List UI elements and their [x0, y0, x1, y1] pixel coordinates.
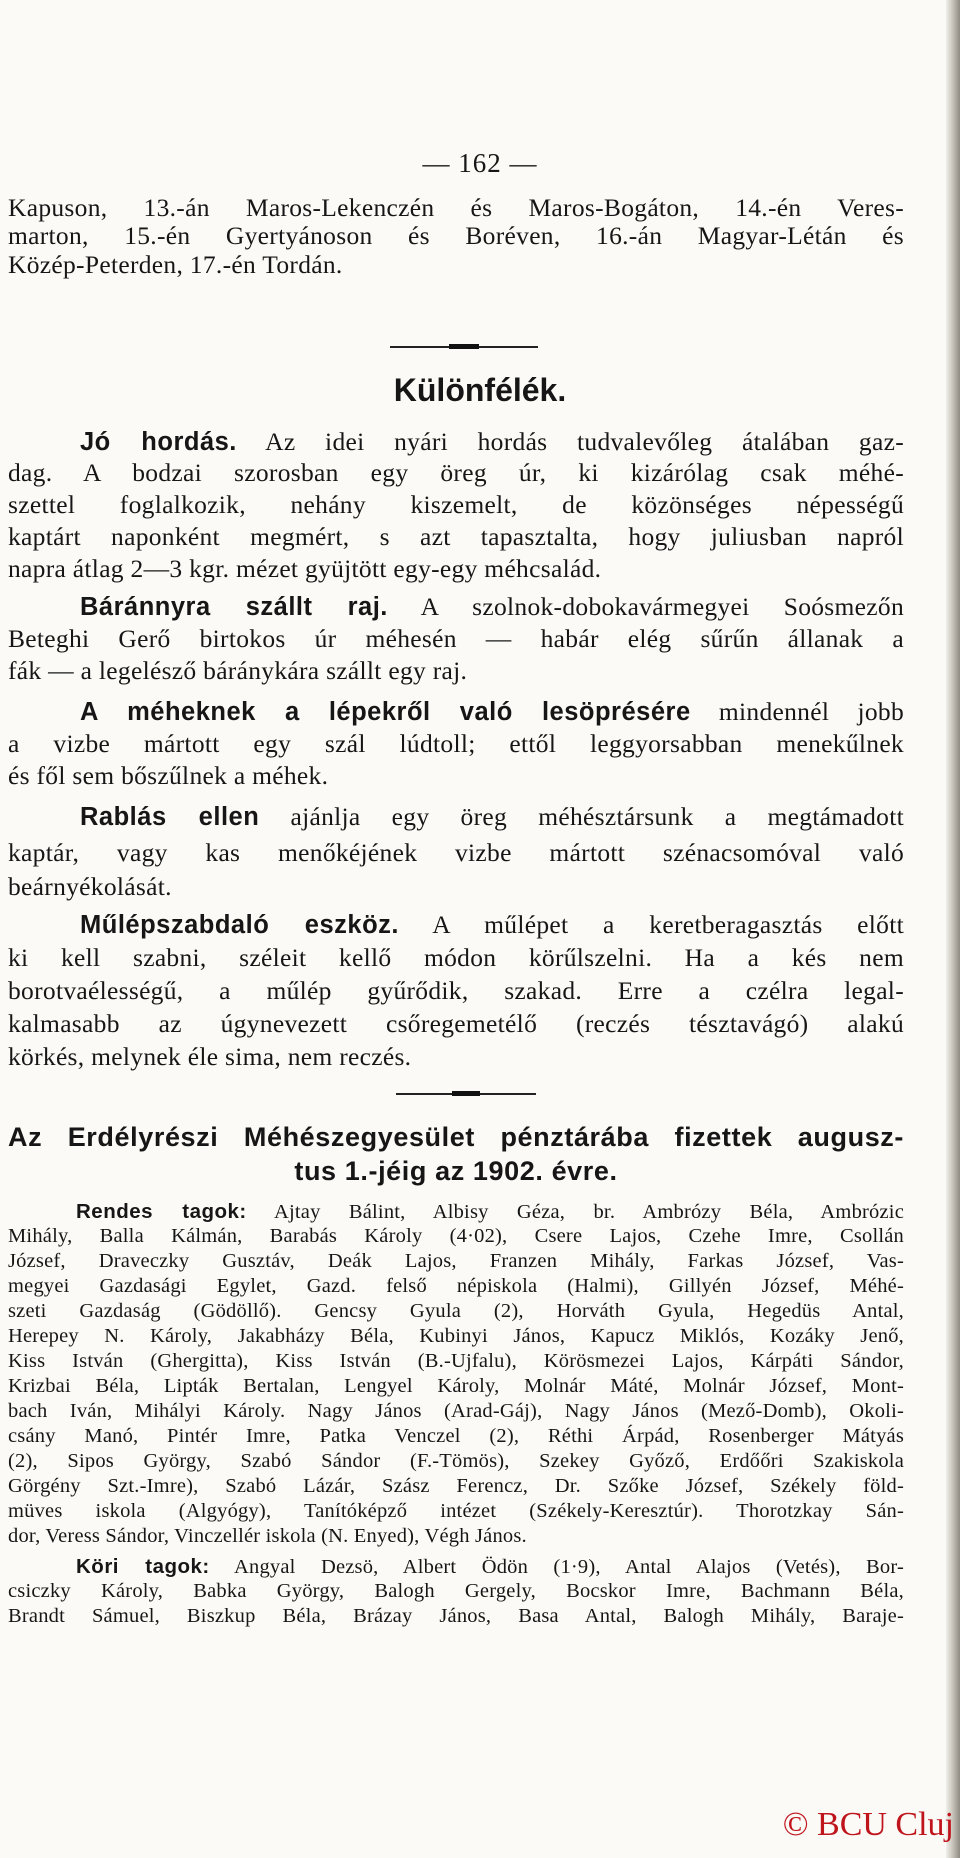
- paragraph-first-line: Jó hordás. Az idei nyári hordás tudvalevőleg átalában gaz-: [80, 427, 904, 456]
- text-line: csiczky Károly, Babka György, Balogh Gergely, Bocskor Imre, Bachmann Béla,: [8, 1580, 904, 1602]
- text-line: ki kell szabni, széleit kellő módon körűlszelni. Ha a kés nem: [8, 943, 904, 972]
- text-line: (2), Sipos György, Szabó Sándor (F.-Tömös), Szekey Győző, Erdőőri Szakiskola: [8, 1450, 904, 1472]
- text-line: Beteghi Gerő birtokos úr méhesén — habár elég sűrűn állanak a: [8, 624, 904, 653]
- text-line: marton, 15.-én Gyertyánoson és Boréven, 16.-án Magyar-Létán és: [8, 221, 904, 250]
- text-line: és fől sem bőszűlnek a méhek.: [8, 761, 329, 790]
- page-edge-shadow: [946, 0, 960, 1858]
- text-line: Krizbai Béla, Lipták Bertalan, Lengyel Károly, Molnár Máté, Molnár József, Mont-: [8, 1375, 904, 1397]
- section-divider: [390, 346, 538, 348]
- text-line: dag. A bodzai szorosban egy öreg úr, ki kizárólag csak méhé-: [8, 458, 904, 487]
- text-line: Kiss István (Ghergitta), Kiss István (B.-Ujfalu), Körösmezei Lajos, Kárpáti Sándor,: [8, 1350, 904, 1372]
- text-line: csány Manó, Pintér Imre, Patka Venczel (2), Réthi Árpád, Rosenberger Mátyás: [8, 1425, 904, 1447]
- text-line: József, Draveczky Gusztáv, Deák Lajos, Franzen Mihály, Farkas József, Vas-: [8, 1250, 904, 1272]
- library-watermark: © BCU Cluj: [782, 1806, 954, 1843]
- list-first-line: Köri tagok: Angyal Dezsö, Albert Ödön (1·9), Antal Alajos (Vetés), Bor-: [76, 1555, 905, 1578]
- heading-line: tus 1.-jéig az 1902. évre.: [294, 1156, 618, 1186]
- text-line: kaptárt naponként megmért, s azt tapasztalta, hogy juliusban napról: [8, 522, 904, 551]
- text-line: szeti Gazdaság (Gödöllő). Gencsy Gyula (2), Horváth Gyula, Hegedüs Antal,: [8, 1300, 904, 1322]
- text-line: Herepey N. Károly, Jakabházy Béla, Kubinyi János, Kapucz Miklós, Kozáky Jenő,: [8, 1325, 904, 1347]
- text-line: Kapuson, 13.-án Maros-Lekenczén és Maros-Bogáton, 14.-én Veres-: [8, 193, 904, 222]
- text-line: megyei Gazdasági Egylet, Gazd. felső népiskola (Halmi), Gillyén József, Méhé-: [8, 1275, 904, 1297]
- section-title: Különfélék.: [393, 372, 567, 408]
- heading-line: Az Erdélyrészi Méhészegyesület pénztárába fizettek augusz-: [8, 1122, 904, 1152]
- text-line: Brandt Sámuel, Biszkup Béla, Brázay János, Basa Antal, Balogh Mihály, Baraje-: [8, 1605, 904, 1627]
- text-line: kalmasabb az úgynevezett csőregemetélő (reczés tésztavágó) alakú: [8, 1009, 904, 1038]
- paragraph-heading: Jó hordás.: [80, 428, 237, 456]
- text-line: napra átlag 2—3 kgr. mézet gyüjtött egy-egy méhcsalád.: [8, 554, 602, 583]
- paragraph-first-line: Báránnyra szállt raj. A szolnok-dobokavármegyei Soósmezőn: [80, 592, 904, 621]
- text-line: kaptár, vagy kas menőkéjének vizbe mártott szénacsomóval való: [8, 838, 904, 867]
- paragraph-first-line: Műlépszabdaló eszköz. A műlépet a keretberagasztás előtt: [80, 910, 905, 939]
- text-line: szettel foglalkozik, nehány kiszemelt, de közönséges népességű: [8, 490, 904, 519]
- paragraph-heading: Műlépszabdaló eszköz.: [80, 911, 400, 939]
- list-heading: Köri tagok:: [76, 1555, 210, 1578]
- list-heading: Rendes tagok:: [76, 1200, 247, 1223]
- text-line: körkés, melynek éle sima, nem reczés.: [8, 1042, 412, 1071]
- paragraph-heading: A méheknek a lépekről való lesöprésére: [80, 698, 691, 726]
- list-first-line: Rendes tagok: Ajtay Bálint, Albisy Géza, br. Ambrózy Béla, Ambrózic: [76, 1200, 904, 1223]
- text-line: müves iskola (Algyógy), Tanítóképző intézet (Székely-Keresztúr). Thorotzkay Sán-: [8, 1500, 904, 1522]
- text-line: fák — a legelésző báránykára szállt egy raj.: [8, 656, 468, 685]
- section-divider: [396, 1093, 536, 1095]
- text-line: Közép-Peterden, 17.-én Tordán.: [8, 250, 343, 279]
- text-line: Mihály, Balla Kálmán, Barabás Károly (4·02), Csere Lajos, Czehe Imre, Csollán: [8, 1225, 904, 1247]
- paragraph-heading: Báránnyra szállt raj.: [80, 593, 388, 621]
- text-line: beárnyékolását.: [8, 872, 172, 901]
- text-line: Görgény Szt.-Imre), Szabó Lázár, Szász Ferencz, Dr. Szőke József, Székely föld-: [8, 1475, 904, 1497]
- paragraph-heading: Rablás ellen: [80, 803, 260, 831]
- paragraph-first-line: A méheknek a lépekről való lesöprésére mindennél jobb: [80, 697, 904, 726]
- page-number: — 162 —: [422, 148, 538, 178]
- paragraph-first-line: Rablás ellen ajánlja egy öreg méhésztársunk a megtámadott: [80, 802, 904, 831]
- text-line: dor, Veress Sándor, Vinczellér iskola (N. Enyed), Végh János.: [8, 1525, 527, 1547]
- text-line: borotvaélességű, a műlép gyűrődik, szakad. Erre a czélra legal-: [8, 976, 904, 1005]
- text-line: bach Iván, Mihályi Károly. Nagy János (Arad-Gáj), Nagy János (Mező-Domb), Okoli-: [8, 1400, 904, 1422]
- text-line: a vizbe mártott egy szál lúdtoll; ettől leggyorsabban menekűlnek: [8, 729, 904, 758]
